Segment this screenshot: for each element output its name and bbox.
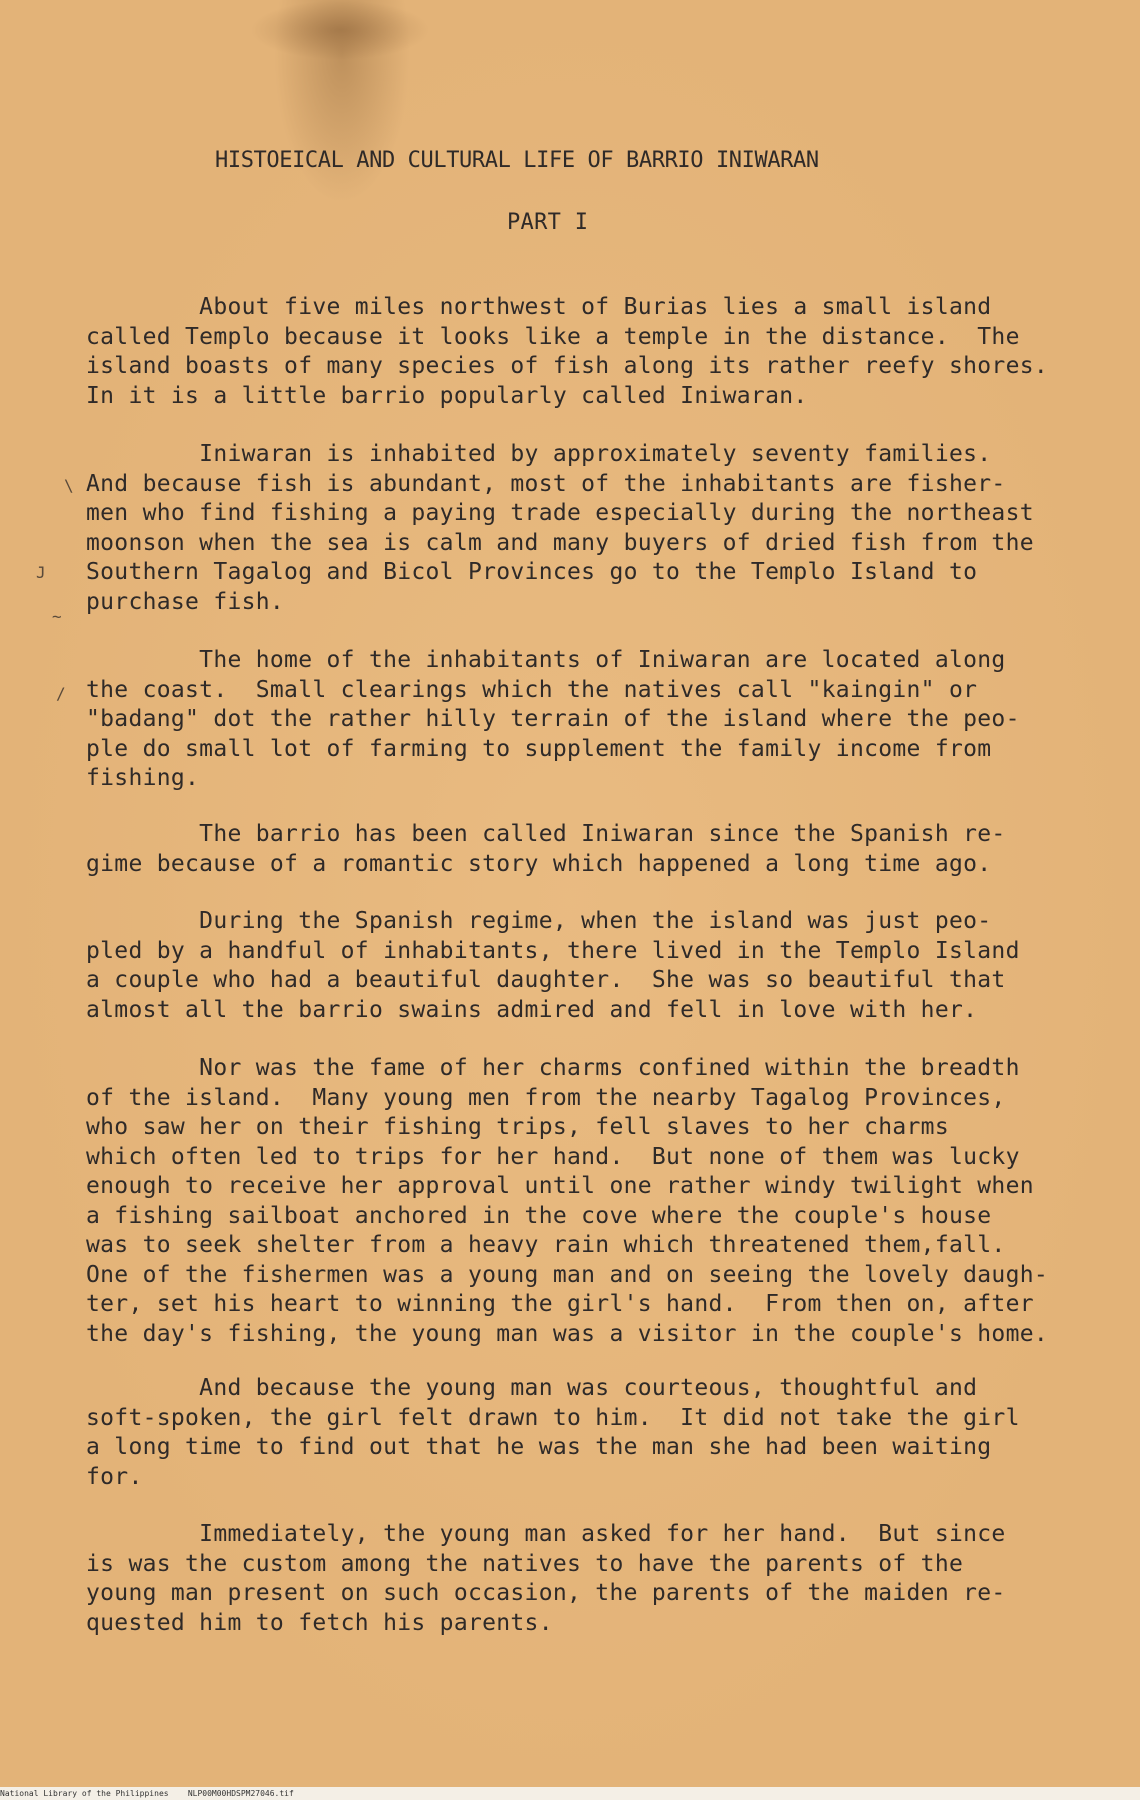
paragraph-7: And because the young man was courteous, thoughtful and soft-spoken, the girl felt drawn to him. It did not take the girl a long time to find out that he was the man she had been waiting for. bbox=[86, 1375, 1020, 1490]
footer-institution: National Library of the Philippines bbox=[0, 1789, 169, 1798]
margin-mark: ~ bbox=[52, 607, 62, 626]
margin-mark: \ bbox=[64, 476, 74, 495]
margin-mark: / bbox=[56, 684, 66, 703]
paragraph-3: The home of the inhabitants of Iniwaran are located along the coast. Small clearings which the natives call "kaingin" or "badang" dot the rather hilly terrain of the island where the peo- ple do small lot of farming to supplement the family income from fishing. bbox=[86, 647, 1020, 791]
paragraph-2: Iniwaran is inhabited by approximately seventy families. And because fish is abundant, most of the inhabitants are fisher- men who find fishing a paying trade especially during the northeast moonson when the sea is calm and many buyers of dried fish from the Southern Tagalog and Bicol Provinces go to the Templo Island to purchase fish. bbox=[86, 441, 1034, 615]
paragraph-6: Nor was the fame of her charms confined within the breadth of the island. Many young men from the nearby Tagalog Provinces, who saw her on their fishing trips, fell slaves to her charms which often led to trips for her hand. But none of them was lucky enough to receive her approval until one rather windy twilight when a fishing sailboat anchored in the cove where the couple's house was to seek shelter from a heavy rain which threatened them,fall. One of the fishermen was a young man and on seeing the lovely daugh- ter, set his heart to winning the girl's hand. From then on, after the day's fishing, the young man was a visitor in the couple's home. bbox=[86, 1055, 1049, 1347]
paragraph-8: Immediately, the young man asked for her hand. But since is was the custom among the natives to have the parents of the young man present on such occasion, the parents of the maiden re- quested him to fetch his parents. bbox=[86, 1521, 1006, 1636]
paragraph-1: About five miles northwest of Burias lies a small island called Templo because it looks like a temple in the distance. The island boasts of many species of fish along its rather reefy shores. In it is a little barrio popularly called Iniwaran. bbox=[86, 294, 1049, 409]
paragraph-5: During the Spanish regime, when the island was just peo- pled by a handful of inhabitants, there lived in the Templo Island a couple who had a beautiful daughter. She was so beautiful that almost all the barrio swains admired and fell in love with her. bbox=[86, 908, 1020, 1023]
margin-mark: J bbox=[36, 563, 46, 582]
paragraph-4: The barrio has been called Iniwaran since the Spanish re- gime because of a romantic story which happened a long time ago. bbox=[86, 821, 1006, 877]
footer-bar bbox=[0, 1787, 1140, 1800]
part-heading: PART I bbox=[507, 210, 589, 235]
document-title: HISTOEICAL AND CULTURAL LIFE OF BARRIO INIWARAN bbox=[215, 148, 819, 173]
footer-file-id: NLP00M00HDSPM27046.tif bbox=[187, 1789, 294, 1798]
paper-stain bbox=[250, 0, 430, 60]
